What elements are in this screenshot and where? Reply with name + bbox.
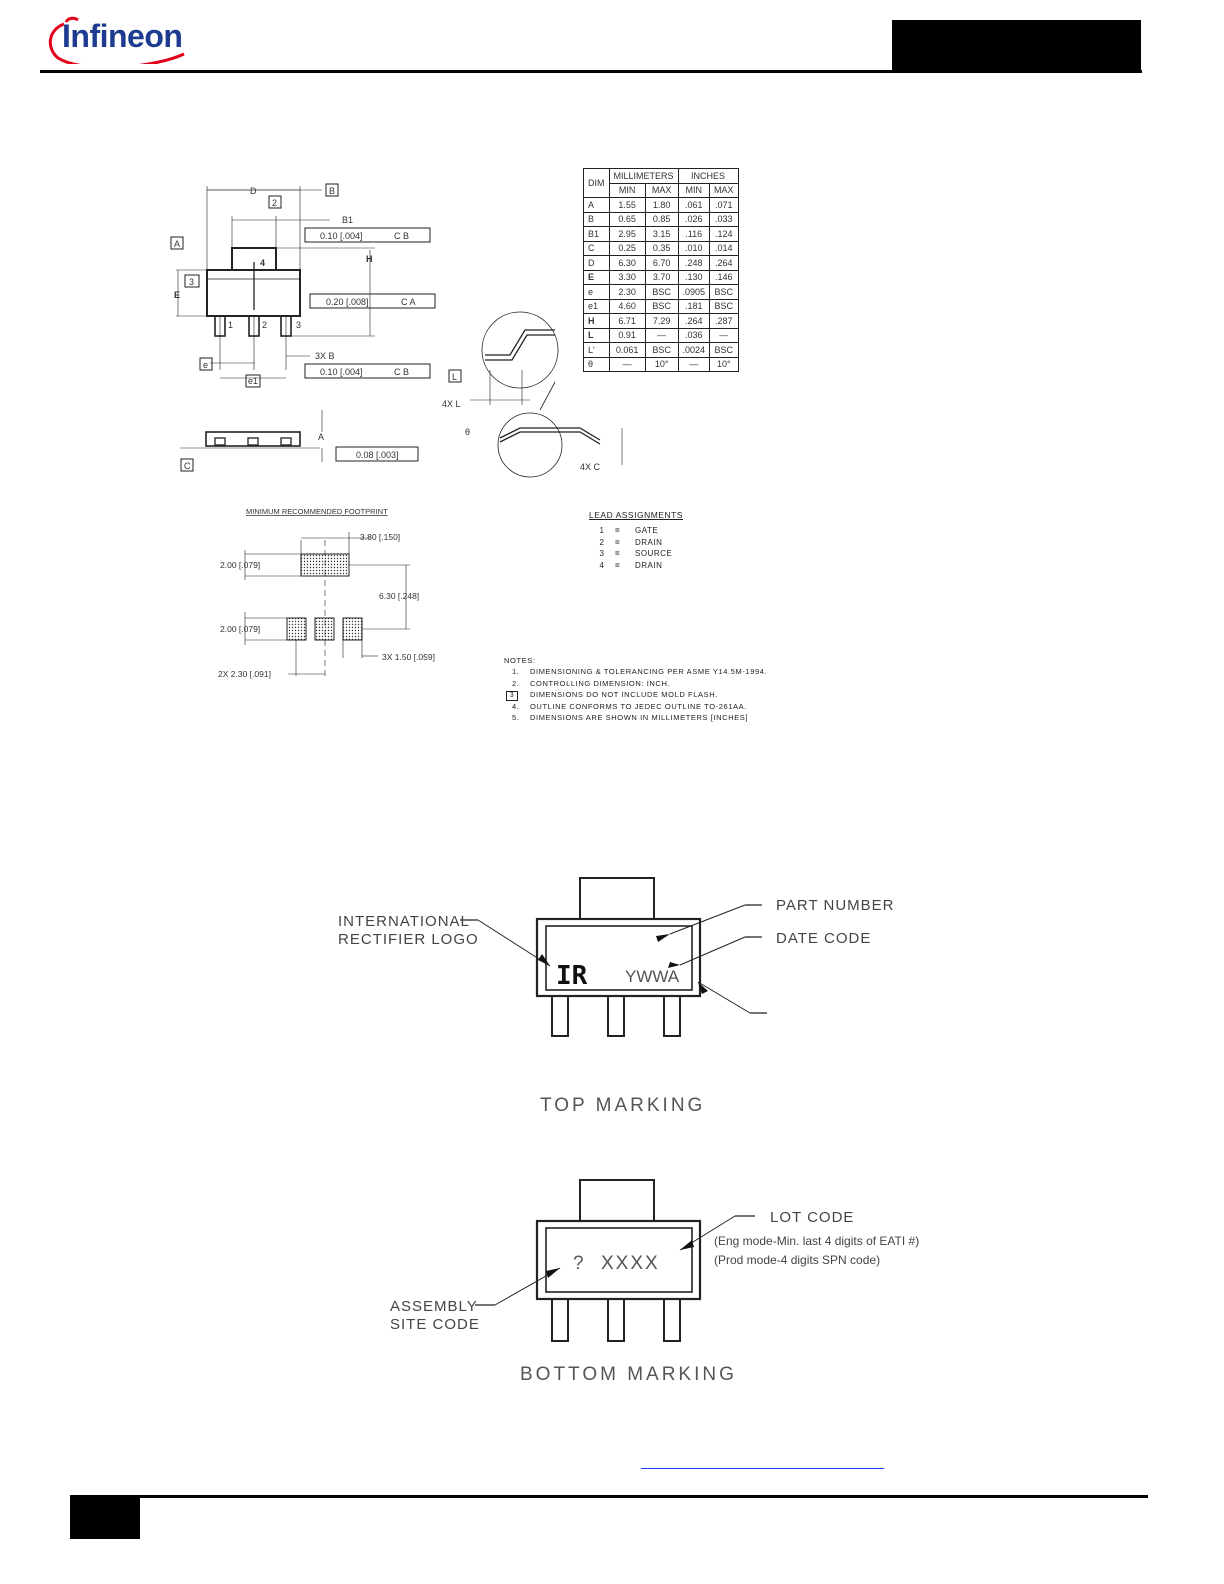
flatness-value: 0.08 [.003]	[356, 450, 399, 460]
note-num: 4.	[512, 701, 520, 711]
ywwa-text: YWWA	[625, 967, 680, 986]
footprint-3x-1-50: 3X 1.50 [.059]	[382, 652, 435, 662]
table-row	[584, 270, 739, 285]
table-head-mm-min: MIN	[609, 183, 645, 198]
label-theta: θ	[465, 427, 471, 437]
cell-mm-max: 6.70	[645, 256, 678, 271]
label-e1: e1	[248, 376, 259, 386]
cell-in-max: .264	[710, 256, 739, 271]
footer-rule	[70, 1495, 1148, 1498]
cell-dim: B1	[584, 227, 610, 242]
cell-in-max: .146	[710, 270, 739, 285]
fcf2-value: 0.20 [.008]	[326, 297, 369, 307]
part-number-label: PART NUMBER	[776, 897, 895, 914]
cell-mm-min: 1.55	[609, 198, 645, 213]
lead-assignments-title: LEAD ASSIGNMENTS	[589, 510, 683, 520]
label-C-ref: C	[184, 461, 191, 471]
cell-dim: A	[584, 198, 610, 213]
note-num: 5.	[512, 713, 520, 723]
note-text: DIMENSIONING & TOLERANCING PER ASME Y14.5M-1994.	[530, 667, 768, 677]
header-rule	[40, 70, 1142, 73]
list-item	[504, 712, 767, 723]
dimension-table	[583, 168, 739, 372]
cell-mm-max: BSC	[645, 285, 678, 300]
cell-in-min: .264	[678, 314, 710, 329]
top-marking-drawing	[330, 870, 930, 1120]
table-row	[584, 241, 739, 256]
lead-eq: =	[615, 549, 621, 558]
table-row	[584, 256, 739, 271]
label-3xB: 3X B	[315, 351, 335, 361]
table-head-in: INCHES	[678, 169, 738, 184]
eng-mode-note: (Eng mode-Min. last 4 digits of EATI #)	[714, 1234, 920, 1248]
lead-name: DRAIN	[635, 560, 663, 570]
label-H: H	[366, 254, 373, 264]
cell-mm-max: 3.15	[645, 227, 678, 242]
table-row	[584, 343, 739, 358]
list-item	[589, 538, 683, 550]
cell-in-max: .033	[710, 212, 739, 227]
cell-mm-max: 7.29	[645, 314, 678, 329]
cell-in-min: .248	[678, 256, 710, 271]
cell-in-min: .0024	[678, 343, 710, 358]
note-text: CONTROLLING DIMENSION: INCH.	[530, 678, 671, 688]
label-B1: B1	[342, 215, 354, 225]
cell-in-max: 10°	[710, 357, 739, 372]
lead-num: 1	[599, 526, 605, 535]
lead-assignments	[589, 510, 683, 572]
intl-label-line2: RECTIFIER LOGO	[338, 931, 479, 948]
lead-eq: =	[615, 537, 621, 547]
cell-mm-max: 0.85	[645, 212, 678, 227]
intl-label-line1: INTERNATIONAL	[338, 913, 470, 930]
note-text: DIMENSIONS DO NOT INCLUDE MOLD FLASH.	[530, 689, 718, 699]
table-row	[584, 212, 739, 227]
cell-in-max: .287	[710, 314, 739, 329]
cell-dim: e	[584, 285, 610, 300]
fcf1-value: 0.10 [.004]	[320, 231, 363, 241]
cell-dim: L'	[584, 343, 610, 358]
prod-mode-note: (Prod mode-4 digits SPN code)	[714, 1253, 881, 1267]
cell-in-min: —	[678, 357, 710, 372]
list-item	[504, 678, 767, 689]
footprint-drawing	[210, 500, 470, 690]
lead-eq: =	[615, 526, 621, 535]
cell-in-min: .181	[678, 299, 710, 314]
cell-in-max: —	[710, 328, 739, 343]
label-pin2: 2	[262, 320, 268, 330]
note-text: DIMENSIONS ARE SHOWN IN MILLIMETERS [INCHES]	[530, 713, 749, 723]
note-text: OUTLINE CONFORMS TO JEDEC OUTLINE TO-261AA.	[530, 701, 747, 711]
label-pin4: 4	[260, 258, 266, 268]
label-E: E	[174, 290, 181, 300]
cell-mm-min: 2.30	[609, 285, 645, 300]
fcf2-refs: C A	[401, 297, 416, 307]
cell-in-max: .124	[710, 227, 739, 242]
cell-dim: E	[584, 270, 610, 285]
footprint-6-30: 6.30 [.248]	[379, 591, 420, 601]
cell-in-min: .130	[678, 270, 710, 285]
footprint-title: MINIMUM RECOMMENDED FOOTPRINT	[246, 507, 388, 516]
cell-in-min: .0905	[678, 285, 710, 300]
label-D: D	[250, 186, 257, 196]
cell-mm-min: —	[609, 357, 645, 372]
footprint-pad-3	[343, 618, 362, 640]
table-row	[584, 227, 739, 242]
header-black-box	[892, 20, 1141, 72]
table-head-mm: MILLIMETERS	[609, 169, 678, 184]
table-row	[584, 328, 739, 343]
cell-mm-min: 6.71	[609, 314, 645, 329]
cell-mm-max: 1.80	[645, 198, 678, 213]
footprint-2x-2-30: 2X 2.30 [.091]	[218, 669, 271, 679]
cell-dim: L	[584, 328, 610, 343]
table-row	[584, 314, 739, 329]
cell-mm-min: 0.061	[609, 343, 645, 358]
footprint-pad-1	[287, 618, 306, 640]
notes-title: NOTES:	[504, 656, 536, 665]
cell-in-min: .026	[678, 212, 710, 227]
fcf3-refs: C B	[394, 367, 410, 377]
site-code-symbol: ?	[573, 1253, 584, 1274]
footprint-3-80: 3.80 [.150]	[360, 532, 401, 542]
lead-num: 2	[599, 537, 605, 547]
notes	[504, 655, 767, 723]
footer-link[interactable]	[641, 1462, 884, 1469]
cell-dim: C	[584, 241, 610, 256]
footprint-2-00-a: 2.00 [.079]	[220, 560, 261, 570]
table-row	[584, 285, 739, 300]
top-marking-caption: TOP MARKING	[540, 1095, 706, 1116]
cell-mm-max: 10°	[645, 357, 678, 372]
label-note2: 2	[272, 198, 278, 208]
lot-code-label: LOT CODE	[770, 1209, 855, 1226]
cell-in-min: .061	[678, 198, 710, 213]
cell-mm-min: 3.30	[609, 270, 645, 285]
label-A-side: A	[318, 432, 325, 442]
cell-dim: θ	[584, 357, 610, 372]
label-A-ref: A	[174, 239, 181, 249]
lead-name: SOURCE	[635, 549, 673, 558]
table-row	[584, 198, 739, 213]
assembly-label-line2: SITE CODE	[390, 1316, 480, 1333]
list-item	[504, 701, 767, 712]
table-row	[584, 357, 739, 372]
cell-mm-min: 4.60	[609, 299, 645, 314]
cell-dim: e1	[584, 299, 610, 314]
table-head-mm-max: MAX	[645, 183, 678, 198]
lead-name: DRAIN	[635, 537, 663, 547]
cell-mm-max: BSC	[645, 343, 678, 358]
date-code-label: DATE CODE	[776, 930, 872, 947]
cell-mm-max: BSC	[645, 299, 678, 314]
label-note3: 3	[189, 277, 195, 287]
label-e: e	[203, 360, 209, 370]
footprint-2-00-b: 2.00 [.079]	[220, 624, 261, 634]
note-num: 3	[506, 691, 518, 701]
cell-mm-min: 0.91	[609, 328, 645, 343]
lead-eq: =	[615, 560, 621, 570]
infineon-logo	[44, 14, 194, 64]
note-num: 1.	[512, 667, 520, 677]
cell-mm-max: 3.70	[645, 270, 678, 285]
cell-in-max: .071	[710, 198, 739, 213]
brand-name: Infineon	[62, 18, 183, 54]
cell-mm-min: 2.95	[609, 227, 645, 242]
xxxx-text: XXXX	[601, 1253, 660, 1274]
list-item	[589, 526, 683, 538]
cell-mm-min: 0.65	[609, 212, 645, 227]
cell-mm-max: —	[645, 328, 678, 343]
table-head-in-max: MAX	[710, 183, 739, 198]
bottom-marking-caption: BOTTOM MARKING	[520, 1364, 737, 1385]
label-B-ref: B	[329, 186, 336, 196]
footer-black-box	[70, 1497, 140, 1539]
table-head-dim: DIM	[584, 169, 610, 198]
list-item	[589, 561, 683, 573]
cell-mm-min: 6.30	[609, 256, 645, 271]
cell-in-max: .014	[710, 241, 739, 256]
table-head-in-min: MIN	[678, 183, 710, 198]
footprint-pad-2	[315, 618, 334, 640]
lead-num: 4	[599, 560, 605, 570]
cell-mm-min: 0.25	[609, 241, 645, 256]
label-L-ref: L	[452, 372, 458, 382]
cell-in-max: BSC	[710, 299, 739, 314]
lead-num: 3	[599, 549, 605, 558]
label-4xL: 4X L	[442, 399, 461, 409]
cell-in-max: BSC	[710, 343, 739, 358]
cell-dim: H	[584, 314, 610, 329]
cell-dim: B	[584, 212, 610, 227]
lead-name: GATE	[635, 526, 659, 535]
bottom-marking-drawing	[380, 1170, 940, 1390]
cell-in-min: .116	[678, 227, 710, 242]
ir-logo-text: IR	[556, 961, 588, 991]
cell-in-min: .010	[678, 241, 710, 256]
label-4xC: 4X C	[580, 462, 601, 472]
list-item	[589, 549, 683, 561]
table-row	[584, 299, 739, 314]
note-num: 2.	[512, 678, 520, 688]
label-pin1: 1	[228, 320, 234, 330]
package-outline-drawing	[160, 170, 630, 490]
assembly-label-line1: ASSEMBLY	[390, 1298, 478, 1315]
list-item	[504, 666, 767, 677]
fcf3-value: 0.10 [.004]	[320, 367, 363, 377]
cell-mm-max: 0.35	[645, 241, 678, 256]
cell-in-max: BSC	[710, 285, 739, 300]
list-item	[504, 689, 767, 701]
cell-dim: D	[584, 256, 610, 271]
label-pin3: 3	[296, 320, 302, 330]
cell-in-min: .036	[678, 328, 710, 343]
fcf1-refs: C B	[394, 231, 410, 241]
